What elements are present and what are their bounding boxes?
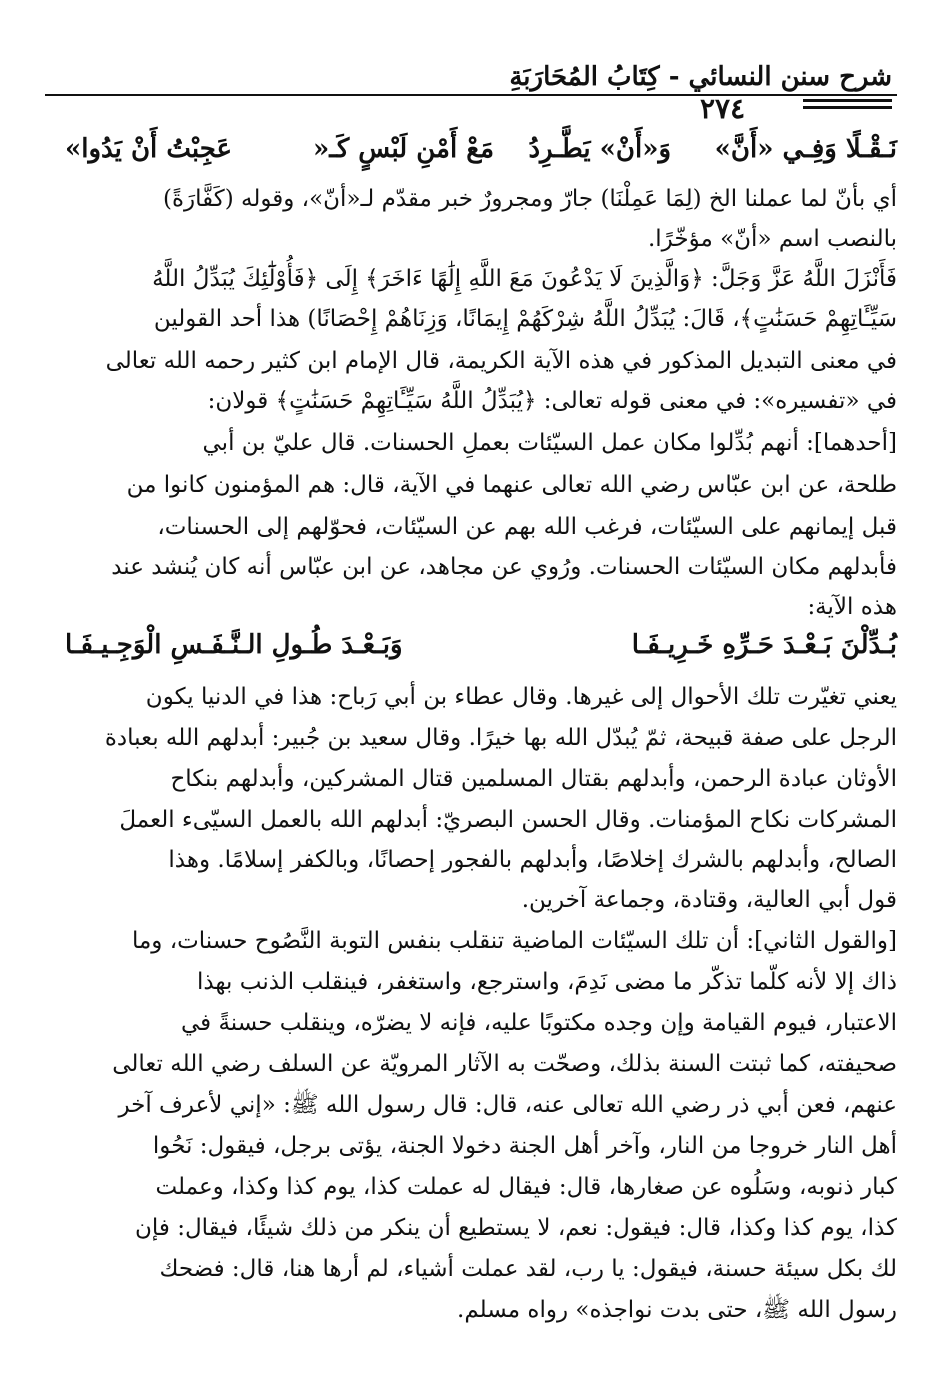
text-line: لك بكل سيئة حسنة، فيقول: يا رب، لقد عملت أشياء، لم أرها هنا، قال: فضحك — [159, 1256, 897, 1282]
text-line: يعني تغيّرت تلك الأحوال إلى غيرها. وقال عطاء بن أبي رَباح: هذا في الدنيا يكون — [145, 684, 897, 710]
page-number: ٢٧٤ — [700, 92, 746, 125]
running-title: شرح سنن النسائي - كِتَابُ المُحَارَبَةِ — [509, 62, 892, 92]
text-line: أهل النار خروجا من النار، وآخر أهل الجنة دخولا الجنة، يؤتى برجل، فيقول: نَحُوا — [152, 1133, 897, 1159]
text-line: فَأَنْزَلَ اللَّهُ عَزَّ وَجَلَّ: ﴿وَالَّذِينَ لَا يَدْعُونَ مَعَ اللَّهِ إِلَٰهًا ءَاخَرَ﴾ إِلَى ﴿فَأُوْلَٰٓئِكَ يُبَدِّلُ اللَّهُ — [152, 266, 897, 292]
text-line: الصالح، وأبدلهم بالشرك إخلاصًا، وأبدلهم بالفجور إحصانًا، وبالكفر إسلامًا. وهذا — [168, 847, 897, 873]
text-line: أي بأنّ لما عملنا الخ (لِمَا عَمِلْنَا) جارّ ومجرورٌ خبر مقدّم لـ«أنّ»، وقوله (كَفَّارَةً) — [163, 186, 897, 212]
page-number-rules — [803, 99, 892, 113]
verse-line-2 — [45, 632, 897, 666]
text-line: في معنى التبديل المذكور في هذه الآية الكريمة، قال الإمام ابن كثير رحمه الله تعالى — [105, 348, 897, 374]
text-line: المشركات نكاح المؤمنات. وقال الحسن البصريّ: أبدلهم الله بالعمل السيّىء العملَ — [119, 807, 897, 833]
text-line: سَيِّـَٔاتِهِمْ حَسَنَٰتٍ﴾، قَالَ: يُبَدِّلُ اللَّهُ شِرْكَهُمْ إِيمَانًا، وَزِنَاهُمْ إِحْصَانًا) هذا أحد القولين — [153, 306, 897, 332]
text-line: قبل إيمانهم على السيّئات، فرغب الله بهم عن السيّئات، فحوّلهم إلى الحسنات، — [157, 514, 897, 540]
text-line: [والقول الثاني]: أن تلك السيّئات الماضية تنقلب بنفس التوبة النَّصُوح حسنات، وما — [131, 928, 897, 954]
verse2-part-2: وَبَـعْـدَ طُـولِ الـنَّـفَـسِ الْوَجِـيـفَـا — [65, 630, 403, 660]
text-line: عنهم، فعن أبي ذر رضي الله تعالى عنه، قال: قال رسول الله ﷺ: «إني لأعرف آخر — [118, 1092, 897, 1118]
text-line: صحيفته، كما ثبتت السنة بذلك، وصحّت به الآثار المرويّة عن السلف رضي الله تعالى — [112, 1051, 897, 1077]
verse1-part-3: وَ«أَنْ» يَطَّـرِدُ — [528, 134, 671, 164]
text-line: هذه الآية: — [807, 594, 897, 620]
verse1-part-1: عَجِبْتُ أَنْ يَدُوا» — [65, 134, 233, 164]
verse2-part-1: بُـدِّلْنَ بَـعْـدَ حَـرِّهِ خَـرِيـفَـا — [631, 630, 897, 660]
text-line: الرجل على صفة قبيحة، ثمّ يُبدّل الله بها خيرًا. وقال سعيد بن جُبير: أبدلهم الله بعبادة — [104, 725, 897, 751]
verse-line-1 — [45, 136, 897, 168]
text-line: ذاك إلا لأنه كلّما تذكّر ما مضى نَدِمَ، واسترجع، واستغفر، فينقلب الذنب بهذا — [196, 969, 897, 995]
text-line: الأوثان عبادة الرحمن، وأبدلهم بقتال المسلمين قتال المشركين، وأبدلهم بنكاح — [170, 766, 897, 792]
text-line: قول أبي العالية، وقتادة، وجماعة آخرين. — [521, 887, 897, 913]
text-line: في «تفسيره»: في معنى قوله تعالى: ﴿يُبَدِّلُ اللَّهُ سَيِّـَٔاتِهِمْ حَسَنَٰتٍ﴾ قولان: — [207, 388, 897, 414]
text-line: كذا، يوم كذا وكذا، قال: فيقول: نعم، لا يستطيع أن ينكر من ذلك شيئًا، فيقال: فإن — [135, 1215, 897, 1241]
verse1-part-4: نَـقْـلًا وَفِـي «أَنَّ» — [714, 134, 897, 164]
text-line: طلحة، عن ابن عبّاس رضي الله تعالى عنهما في الآية، قال: هم المؤمنون كانوا من — [126, 472, 897, 498]
verse1-part-2: مَعْ أَمْنِ لَبْسٍ كَـ« — [313, 134, 495, 164]
text-line: بالنصب اسم «أنّ» مؤخّرًا. — [647, 226, 897, 252]
text-line: [أحدهما]: أنهم بُدِّلوا مكان عمل السيّئات بعملِ الحسنات. قال عليّ بن أبي — [202, 430, 897, 456]
text-line: كبار ذنوبه، وسَلُوه عن صغارها، قال: فيقال له عملت كذا، يوم كذا وكذا، وعملت — [155, 1174, 897, 1200]
text-line: الاعتبار، فيوم القيامة وإن وجده مكتوبًا عليه، فإنه لا يضرّه، وينقلب حسنةً في — [180, 1010, 897, 1036]
text-line: فأبدلهم مكان السيّئات الحسنات. ورُوي عن مجاهد، عن ابن عبّاس أنه كان يُنشد عند — [111, 554, 897, 580]
text-line: رسول الله ﷺ، حتى بدت نواجذه» رواه مسلم. — [457, 1297, 897, 1323]
